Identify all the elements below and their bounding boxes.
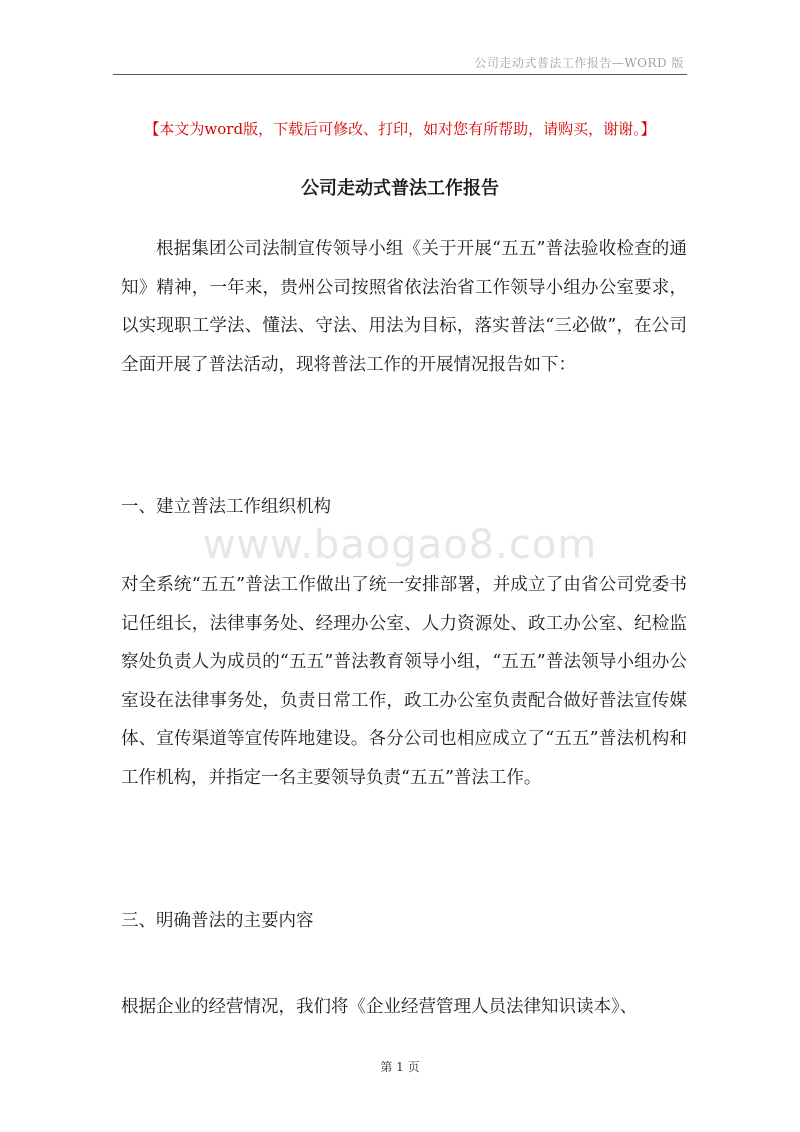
section-heading-3: 三、明确普法的主要内容	[121, 911, 314, 931]
header-divider	[113, 74, 687, 75]
paragraph-content: 根据企业的经营情况，我们将《企业经营管理人员法律知识读本》、	[121, 997, 638, 1017]
page-number: 第 1 页	[380, 1060, 420, 1074]
purchase-notice: 【本文为word版，下载后可修改、打印，如对您有所帮助，请购买，谢谢。】	[144, 120, 656, 138]
section-heading-1: 一、建立普法工作组织机构	[121, 497, 331, 517]
document-title: 公司走动式普法工作报告	[301, 178, 499, 199]
paragraph-organization: 对全系统“五五”普法工作做出了统一安排部署，并成立了由省公司党委书记任组长，法律事务处、经理办公室、人力资源处、政工办公室、纪检监察处负责人为成员的“五五”普法教育领导小组，“五五”普法领导小组办公室设在法律事务处，负责日常工作，政工办公室负责配合做好普法宣传媒体、宣传渠道等宣传阵地建设。各分公司也相应成立了“五五”普法机构和工作机构，并指定一名主要领导负责“五五”普法工作。	[121, 575, 687, 788]
paragraph-intro: 根据集团公司法制宣传领导小组《关于开展“五五”普法验收检查的通知》精神，一年来，贵州公司按照省依法治省工作领导小组办公室要求，以实现职工学法、懂法、守法、用法为目标，落实普法“三必做”，在公司全面开展了普法活动，现将普法工作的开展情况报告如下：	[121, 239, 687, 375]
running-header: 公司走动式普法工作报告—WORD 版	[474, 56, 684, 70]
watermark: www.baogao8.com	[202, 522, 598, 568]
